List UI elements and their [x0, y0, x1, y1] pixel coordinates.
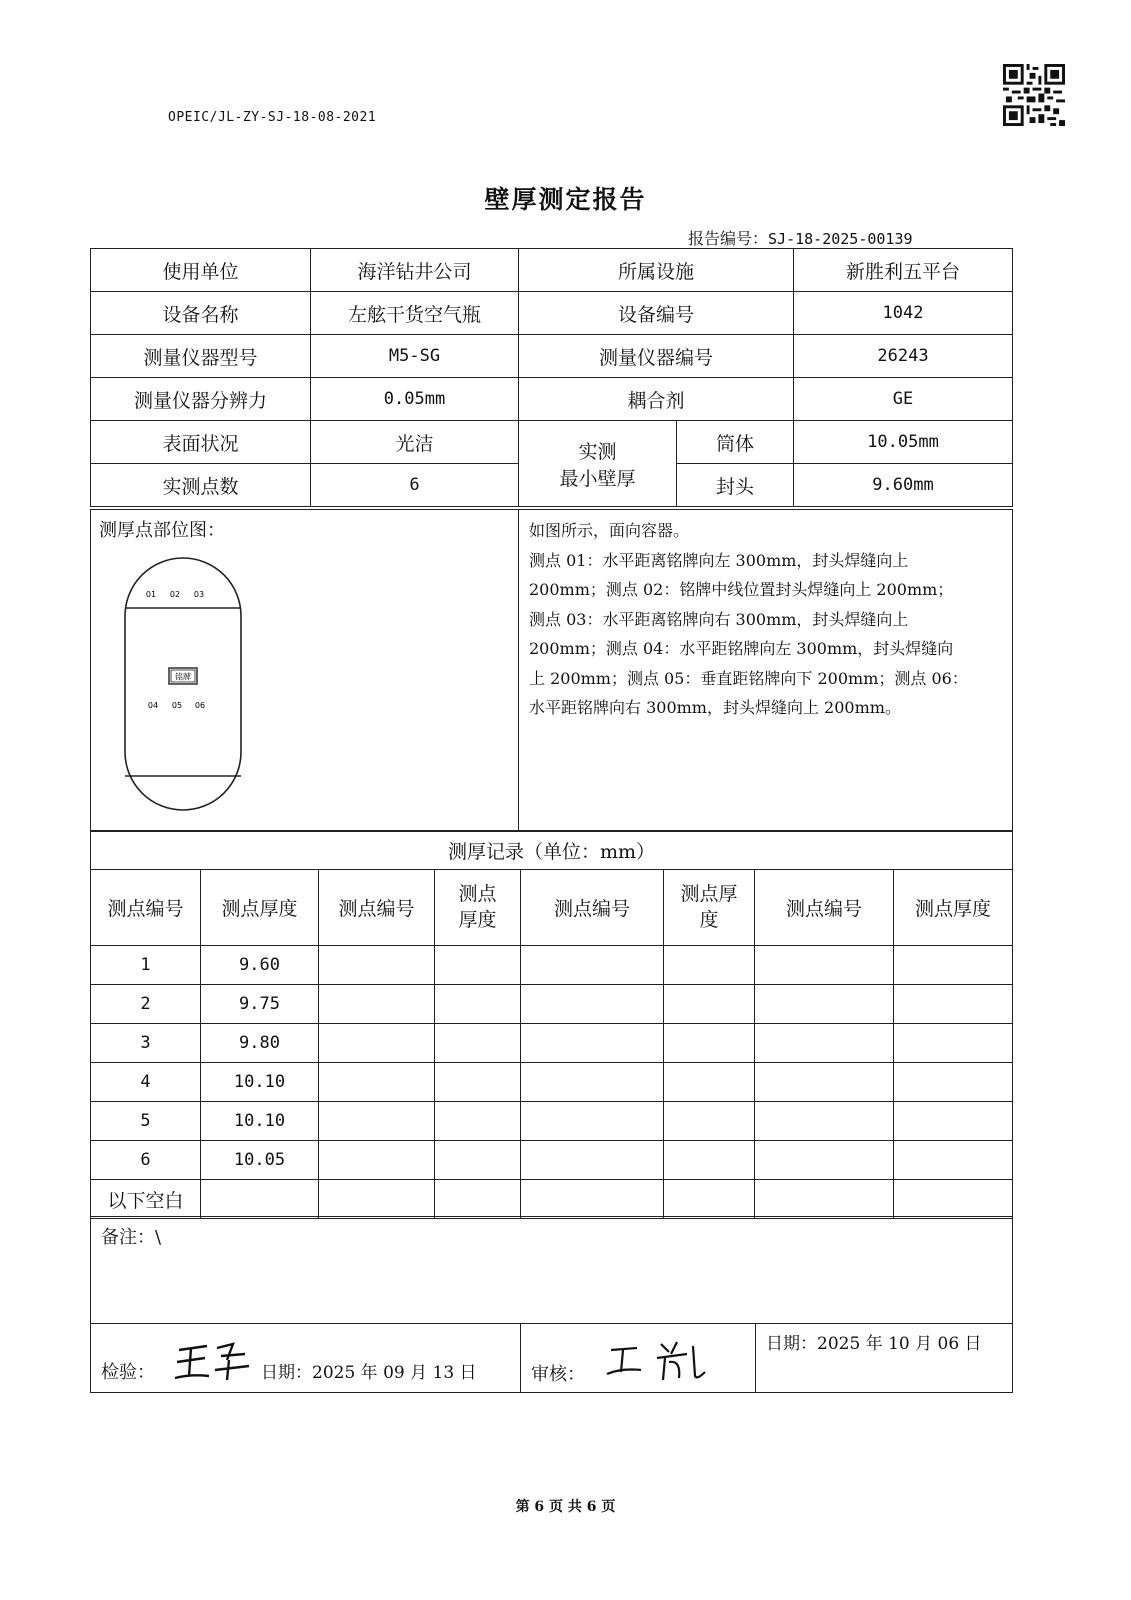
table-row: 2 9.75	[91, 985, 1013, 1024]
header-thickness: 测点厚度	[201, 870, 319, 946]
instrument-model-value: M5-SG	[311, 335, 519, 378]
qr-code-icon	[1003, 64, 1065, 126]
header-thickness: 测点厚度	[435, 870, 521, 946]
point-03-label: 03	[193, 590, 205, 599]
diagram-label: 测厚点部位图：	[99, 520, 225, 541]
table-row: 4 10.10	[91, 1063, 1013, 1102]
diagram-section	[90, 509, 1013, 831]
reviewer-signature	[597, 1332, 727, 1386]
instrument-model-label: 测量仪器型号	[91, 335, 311, 378]
header-point-no: 测点编号	[319, 870, 435, 946]
equipment-info-table	[90, 248, 1013, 507]
thickness-record-table	[90, 831, 1013, 1219]
table-row: 3 9.80	[91, 1024, 1013, 1063]
header-thickness: 测点厚度	[664, 870, 755, 946]
reviewer-cell	[521, 1324, 756, 1393]
facility-label: 所属设施	[519, 249, 794, 292]
equipment-name-label: 设备名称	[91, 292, 311, 335]
surface-value: 光洁	[311, 421, 519, 464]
user-label: 使用单位	[91, 249, 311, 292]
equipment-no-label: 设备编号	[519, 292, 794, 335]
inspector-signature	[171, 1336, 261, 1386]
head-label: 封头	[677, 464, 794, 507]
document-code: OPEIC/JL-ZY-SJ-18-08-2021	[168, 110, 377, 125]
points-label: 实测点数	[91, 464, 311, 507]
point-06-label: 06	[194, 701, 206, 710]
record-header-row	[91, 870, 1013, 946]
vessel-diagram	[117, 548, 277, 818]
head-value: 9.60mm	[794, 464, 1013, 507]
point-02-label: 02	[169, 590, 181, 599]
diagram-cell	[91, 510, 519, 831]
table-row: 1 9.60	[91, 946, 1013, 985]
page-number: 第 6 页 共 6 页	[515, 1499, 616, 1515]
min-thickness-label: 实测 最小壁厚	[519, 421, 677, 507]
resolution-value: 0.05mm	[311, 378, 519, 421]
couplant-value: GE	[794, 378, 1013, 421]
resolution-label: 测量仪器分辨力	[91, 378, 311, 421]
description-cell	[519, 510, 1013, 831]
instrument-no-label: 测量仪器编号	[519, 335, 794, 378]
shell-value: 10.05mm	[794, 421, 1013, 464]
equipment-no-value: 1042	[794, 292, 1013, 335]
instrument-no-value: 26243	[794, 335, 1013, 378]
surface-label: 表面状况	[91, 421, 311, 464]
point-01-label: 01	[145, 590, 157, 599]
review-date: 日期：2025 年 10 月 06 日	[756, 1324, 1013, 1393]
point-05-label: 05	[171, 701, 183, 710]
user-value: 海洋钻井公司	[311, 249, 519, 292]
header-point-no: 测点编号	[755, 870, 894, 946]
header-thickness: 测点厚度	[894, 870, 1013, 946]
shell-label: 筒体	[677, 421, 794, 464]
remarks-signature-table	[90, 1216, 1013, 1393]
facility-value: 新胜利五平台	[794, 249, 1013, 292]
blank-note: 以下空白	[91, 1180, 201, 1219]
remarks: 备注：\	[91, 1217, 1013, 1324]
point-description: 如图所示，面向容器。 测点 01：水平距离铭牌向左 300mm，封头焊缝向上 200mm；测点 02：铭牌中线位置封头焊缝向上 200mm； 测点 03：水平距离铭牌向右 300mm，封头焊缝向上 200mm；测点 04：水平距铭牌向左 300mm，封头焊缝向 上 200mm；测点 05：垂直距铭牌向下 200mm；测点 06： 水平距铭牌向右 300mm，封头焊缝向上 200mm。	[529, 521, 968, 717]
report-title: 壁厚测定报告	[484, 185, 647, 214]
reviewer-label: 审核：	[531, 1364, 585, 1385]
points-value: 6	[311, 464, 519, 507]
table-row: 6 10.05	[91, 1141, 1013, 1180]
inspect-date: 日期：2025 年 09 月 13 日	[261, 1363, 477, 1383]
inspector-cell	[91, 1324, 521, 1393]
equipment-name-value: 左舷干货空气瓶	[311, 292, 519, 335]
record-title: 测厚记录（单位：mm）	[91, 832, 1013, 870]
header-point-no: 测点编号	[521, 870, 664, 946]
couplant-label: 耦合剂	[519, 378, 794, 421]
point-04-label: 04	[147, 701, 159, 710]
nameplate-label: 铭牌	[175, 672, 191, 682]
table-row: 5 10.10	[91, 1102, 1013, 1141]
blank-note-row	[91, 1180, 1013, 1219]
report-number: 报告编号：SJ-18-2025-00139	[688, 229, 913, 248]
inspector-label: 检验：	[101, 1362, 155, 1383]
header-point-no: 测点编号	[91, 870, 201, 946]
